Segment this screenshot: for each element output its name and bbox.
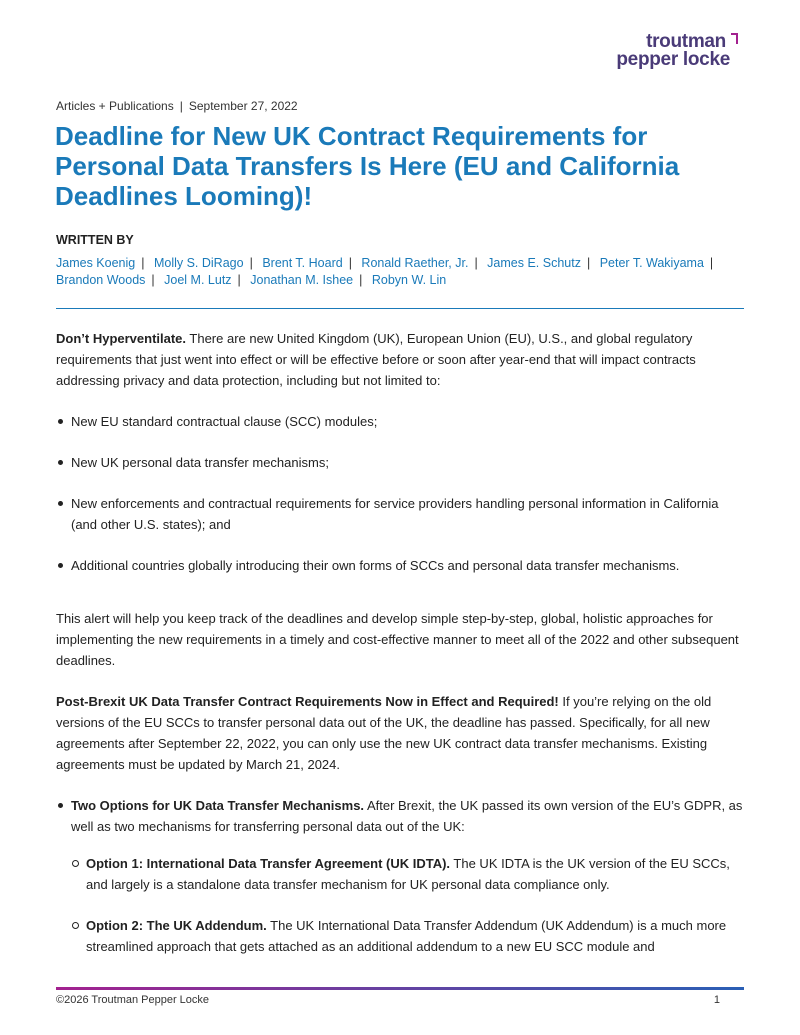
alert-paragraph: This alert will help you keep track of the deadlines and develop simple step-by-step, global, holistic approaches for implementing the new requirements in a timely and cost-effective manner to meet all of the 2022 and other subsequent deadlines.: [56, 611, 739, 668]
hollow-bullet-icon: [72, 922, 79, 929]
list-item-text: New UK personal data transfer mechanisms;: [71, 455, 329, 470]
option-1-text: The UK IDTA is the UK version of the EU SCCs, and largely is a standalone data transfer mechanism for UK personal data compliance only.: [86, 856, 730, 892]
author-separator: |: [249, 256, 253, 270]
list-item-text: New EU standard contractual clause (SCC) modules;: [71, 414, 378, 429]
hollow-bullet-icon: [72, 860, 79, 867]
bullet-icon: [58, 501, 63, 506]
brexit-paragraph: [56, 691, 746, 775]
author-link[interactable]: Molly S. DiRago: [153, 256, 244, 270]
option-2-lead: Option 2: The UK Addendum.: [86, 918, 267, 933]
author-separator: |: [474, 256, 478, 270]
author-link[interactable]: Brandon Woods: [56, 273, 146, 287]
option-1-lead: Option 1: International Data Transfer Agreement (UK IDTA).: [86, 856, 451, 871]
author-separator: |: [348, 256, 352, 270]
author-link[interactable]: James E. Schutz: [487, 256, 581, 270]
list-item: [56, 493, 746, 535]
firm-logo[interactable]: [608, 30, 738, 72]
article-body: [56, 328, 746, 977]
options-sublist: [71, 853, 746, 957]
author-link[interactable]: Joel M. Lutz: [164, 273, 232, 287]
publication-date: September 27, 2022: [188, 99, 298, 113]
author-separator: |: [151, 273, 155, 287]
logo-line-1: troutman: [646, 31, 726, 52]
breadcrumb-separator: |: [179, 99, 183, 113]
sub-list-item: [71, 853, 746, 895]
list-item: [56, 555, 746, 576]
logo-mark-icon: [730, 33, 738, 45]
author-separator: |: [237, 273, 241, 287]
author-link[interactable]: James Koenig: [56, 256, 136, 270]
breadcrumb-section[interactable]: Articles + Publications: [56, 99, 174, 113]
written-by-label: WRITTEN BY: [56, 233, 134, 247]
list-item: [56, 795, 746, 957]
brexit-lead: Post-Brexit UK Data Transfer Contract Requirements Now in Effect and Required!: [56, 694, 559, 709]
intro-lead: Don’t Hyperventilate.: [56, 331, 187, 346]
bullet-icon: [58, 563, 63, 568]
list-item: [56, 411, 746, 432]
options-lead: Two Options for UK Data Transfer Mechanisms.: [71, 798, 365, 813]
option-2-text: The UK International Data Transfer Addendum (UK Addendum) is a much more streamlined approach that gets attached as an additional addendum to a new EU SCC module and: [86, 918, 727, 954]
requirements-list: [56, 411, 746, 576]
author-link[interactable]: Peter T. Wakiyama: [599, 256, 704, 270]
header-divider: [56, 308, 744, 309]
footer-divider: [56, 987, 744, 990]
bullet-icon: [58, 460, 63, 465]
author-separator: |: [359, 273, 363, 287]
options-text: After Brexit, the UK passed its own version of the EU’s GDPR, as well as two mechanisms for transferring personal data out of the UK:: [71, 798, 743, 834]
author-separator: |: [586, 256, 591, 270]
options-list: [56, 795, 746, 957]
author-separator: |: [141, 256, 145, 270]
sub-list-item: [71, 915, 746, 957]
list-item-text: Additional countries globally introducing their own forms of SCCs and personal data transfer mechanisms.: [71, 558, 680, 573]
author-link[interactable]: Brent T. Hoard: [262, 256, 343, 270]
list-item: [56, 452, 746, 473]
author-separator: |: [709, 256, 714, 270]
author-list: [56, 255, 736, 289]
bullet-icon: [58, 803, 63, 808]
breadcrumb: [56, 99, 298, 113]
intro-paragraph: [56, 328, 746, 391]
page-number: 1: [713, 994, 720, 1006]
list-item-text: New enforcements and contractual requirements for service providers handling personal information in California (and other U.S. states); and: [71, 496, 719, 532]
logo-line-2: pepper locke: [616, 49, 730, 70]
brexit-text: If you’re relying on the old versions of the EU SCCs to transfer personal data out of the UK, the deadline has passed. Specifically, for all new agreements after September 22, 2022, you can only use the new UK contract data transfer mechanisms. Existing agreements must be updated by March 21, 2024.: [56, 694, 712, 772]
article-title: Deadline for New UK Contract Requirements for Personal Data Transfers Is Here (EU and California Deadlines Looming)!: [55, 121, 680, 211]
author-link[interactable]: Ronald Raether, Jr.: [361, 256, 469, 270]
author-link[interactable]: Jonathan M. Ishee: [250, 273, 354, 287]
bullet-icon: [58, 419, 63, 424]
author-link[interactable]: Robyn W. Lin: [371, 273, 447, 287]
copyright: ©2026 Troutman Pepper Locke: [56, 994, 210, 1006]
intro-text: There are new United Kingdom (UK), European Union (EU), U.S., and global regulatory requirements that just went into effect or will be effective before or soon after year-end that will impact contracts addressing privacy and data protection, including but not limited to:: [56, 331, 696, 388]
